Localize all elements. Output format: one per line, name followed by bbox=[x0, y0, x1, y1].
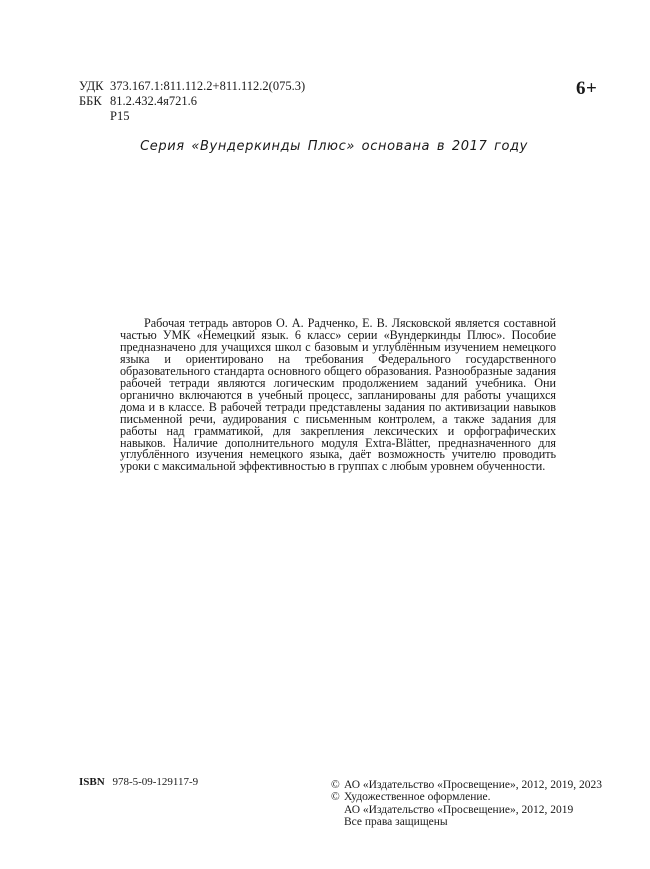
bbk-label: ББК bbox=[79, 94, 102, 108]
copyright-line-2: © Художественное оформление. bbox=[331, 791, 491, 804]
series-note: Серия «Вундеркинды Плюс» основана в 2017 году bbox=[140, 139, 528, 154]
copyright-line-3: АО «Издательство «Просвещение», 2012, 2019 bbox=[344, 803, 574, 816]
udk-row bbox=[79, 79, 305, 94]
isbn-value: 978-5-09-129117-9 bbox=[112, 776, 199, 788]
series-note-container bbox=[0, 139, 650, 154]
bbk-row bbox=[79, 94, 305, 109]
copyright-icon: © bbox=[331, 791, 340, 804]
copyright-icon: © bbox=[331, 779, 340, 791]
udk-value: 373.167.1:811.112.2+811.112.2(075.3) bbox=[110, 79, 306, 93]
catalog-codes bbox=[79, 79, 305, 124]
isbn bbox=[79, 776, 198, 788]
bbk-value: 81.2.432.4я721.6 bbox=[110, 94, 197, 108]
udk-label: УДК bbox=[79, 79, 104, 93]
author-mark: Р15 bbox=[110, 109, 130, 123]
isbn-label: ISBN bbox=[79, 776, 105, 788]
author-mark-row bbox=[79, 109, 305, 124]
age-rating: 6+ bbox=[576, 78, 598, 99]
copyright-block bbox=[331, 779, 602, 828]
copyright-line-1: © АО «Издательство «Просвещение», 2012, 2019, 2023 bbox=[331, 779, 602, 791]
book-abstract: Рабочая тетрадь авторов О. А. Радченко, Е. В. Лясковской является составной частью УМК «Немецкий язык. 6 класс» серии «Вундеркинды Плюс». Пособие предназначено для учащихся школ с базовым и углублённым изучением немецкого языка и ориентировано на требования Федерального государственного образовательного стандарта основного общего образования. Разнообразные задания рабочей тетради являются логическим продолжением заданий учебника. Они органично включаются в учебный процесс, запланированы для работы учащихся дома и в классе. В рабочей тетради представлены задания по активизации навыков письменной речи, аудирования с письменным контролем, а также задания для работы над грамматикой, для закрепления лексических и орфографических навыков. Наличие дополнительного модуля Extra-Blätter, предназначенного для углублённого изучения немецкого языка, даёт возможность учителю проводить уроки с максимальной эффективностью в группах с любым уровнем обученности. bbox=[120, 316, 556, 474]
copyright-line-4: Все права защищены bbox=[344, 815, 448, 828]
